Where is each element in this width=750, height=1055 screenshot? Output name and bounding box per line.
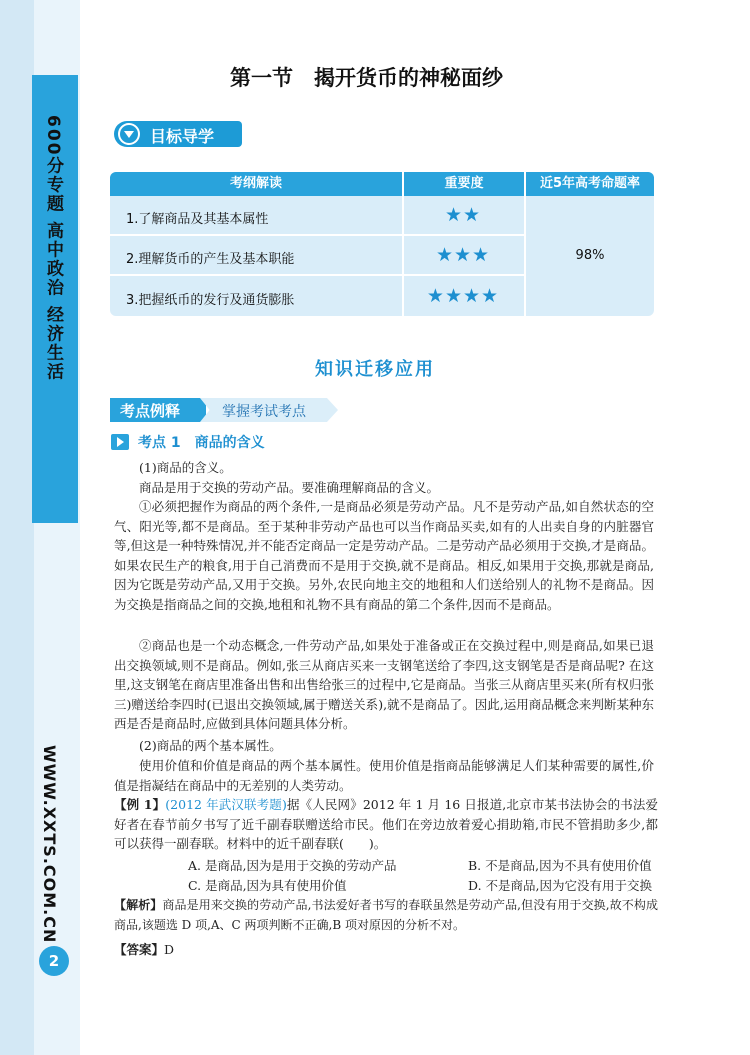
goal-label: 目标导学 [150, 127, 215, 146]
kaodian-label: 考点例释 [120, 402, 181, 420]
play-icon [111, 434, 129, 450]
star-rating: ★★★★ [426, 285, 500, 307]
table-divider [110, 234, 526, 236]
section-title: 第一节 揭开货币的神秘面纱 [230, 65, 503, 90]
option-b: B. 不是商品,因为不具有使用价值 [468, 858, 652, 873]
goal-table [110, 172, 654, 316]
paragraph: ①必须把握作为商品的两个条件,一是商品必须是劳动产品。凡不是劳动产品,如自然状态的空气、阳光等,都不是商品。至于某种非劳动产品也可以当作商品买卖,如有的人出卖自身的内脏器官等,但这是一种特殊情况,并不能否定商品一定是劳动产品。二是劳动产品必须用于交换,才是商品。如果农民生产的粮食,用于自己消费而不是用于交换,就不是商品。相反,如果用于交换,那就是商品,因为它既是劳动产品,又用于交换。另外,农民向地主交的地租和人们送给别人的礼物不是商品。因为交换是指商品之间的交换,地租和礼物不具有商品的第二个条件,因而不是商品。 [114, 499, 654, 612]
exam-rate-value: 98% [575, 248, 605, 263]
answer-value: D [164, 942, 175, 957]
page-number: 2 [39, 946, 69, 976]
kaodian-title: 考点 1 商品的含义 [138, 435, 265, 451]
website-vertical: WWW.XXTS.COM.CN [40, 745, 59, 944]
example-source: (2012 年武汉联考题) [165, 797, 287, 812]
table-divider [524, 172, 526, 316]
table-header-outline: 考纲解读 [110, 172, 402, 196]
kaodian-sub-label: 掌握考试考点 [222, 404, 306, 420]
example-block [114, 795, 658, 854]
option-d: D. 不是商品,因为它没有用于交换 [468, 878, 652, 893]
center-heading: 知识迁移应用 [315, 359, 435, 380]
table-header-rate: 近5年高考命题率 [526, 172, 654, 196]
analysis-text: 商品是用来交换的劳动产品,书法爱好者书写的春联虽然是劳动产品,但没有用于交换,故不构成商品,该题选 D 项,A、C 两项判断不正确,B 项对原因的分析不对。 [114, 898, 658, 932]
analysis-block [114, 896, 658, 935]
option-a: A. 是商品,因为是用于交换的劳动产品 [188, 858, 397, 873]
book-title-vertical: 600分专题 高中政治 经济生活 [43, 115, 63, 382]
answer-block [114, 940, 654, 960]
table-row-item: 3.把握纸币的发行及通货膨胀 [126, 293, 295, 308]
table-header-importance: 重要度 [404, 172, 524, 196]
paragraph: (1)商品的含义。 [139, 460, 232, 475]
chevron-down-icon [118, 123, 140, 145]
analysis-label: 【解析】 [114, 898, 163, 912]
paragraph: (2)商品的两个基本属性。 [139, 738, 282, 753]
star-rating: ★★ [444, 204, 482, 226]
table-divider [110, 274, 526, 276]
table-row-item: 1.了解商品及其基本属性 [126, 212, 269, 227]
table-row-item: 2.理解货币的产生及基本职能 [126, 252, 295, 267]
example-text: 据《人民网》2012 年 1 月 16 日报道,北京市某书法协会的书法爱好者在春节前夕书写了近千副春联赠送给市民。他们在旁边放着爱心捐助箱,市民不管捐助多少,都可以获得一副春联。材料中的近千副春联( )。 [114, 797, 658, 851]
answer-label: 【答案】 [114, 942, 165, 957]
paragraph: 使用价值和价值是商品的两个基本属性。使用价值是指商品能够满足人们某种需要的属性,价值是指凝结在商品中的无差别的人类劳动。 [114, 758, 654, 793]
paragraph: 商品是用于交换的劳动产品。要准确理解商品的含义。 [139, 480, 440, 495]
paragraph: ②商品也是一个动态概念,一件劳动产品,如果处于准备或正在交换过程中,则是商品,如果已退出交换领域,则不是商品。例如,张三从商店买来一支钢笔送给了李四,这支钢笔是否是商品呢? 在这里,这支钢笔在商店里准备出售和出售给张三的过程中,它是商品。当张三从商店里买来(所有权归张三)赠送给李四时(已退出交换领域,属于赠送关系),就不是商品了。因此,运用商品概念来判断某种东西是否是商品时,应做到具体问题具体分析。 [114, 638, 654, 731]
left-margin-strip [0, 0, 34, 1055]
example-label: 【例 1】 [114, 797, 166, 812]
option-c: C. 是商品,因为具有使用价值 [188, 878, 347, 893]
star-rating: ★★★ [435, 244, 491, 266]
